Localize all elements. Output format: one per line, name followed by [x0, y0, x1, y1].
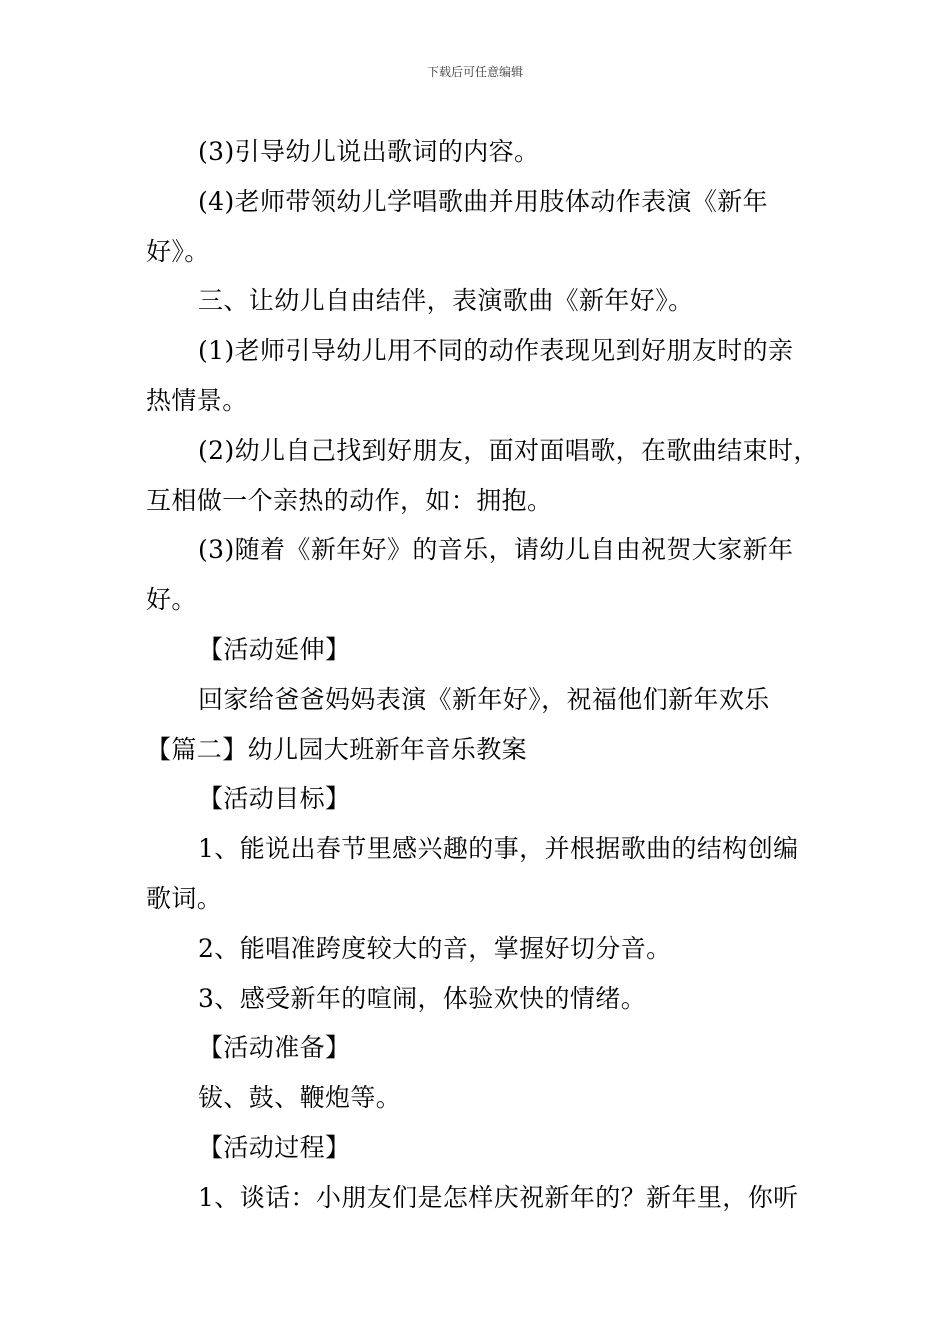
- text-line: 互相做一个亲热的动作，如：拥抱。: [146, 485, 553, 515]
- section-heading: 【活动准备】: [198, 1033, 351, 1063]
- text-line: 钹、鼓、鞭炮等。: [198, 1083, 402, 1113]
- text-line: (4)老师带领幼儿学唱歌曲并用肢体动作表演《新年: [198, 186, 769, 216]
- text-line: 三、让幼儿自由结伴，表演歌曲《新年好》。: [198, 286, 694, 316]
- document-body: [146, 127, 819, 1223]
- text-line: (3)引导幼儿说出歌词的内容。: [198, 137, 540, 166]
- text-line: 2、能唱准跨度较大的音，掌握好切分音。: [198, 933, 672, 963]
- text-line: 回家给爸爸妈妈表演《新年好》，祝福他们新年欢乐: [198, 684, 770, 714]
- text-line: (2)幼儿自己找到好朋友，面对面唱歌，在歌曲结束时，: [198, 435, 819, 465]
- text-line: (1)老师引导幼儿用不同的动作表现见到好朋友时的亲: [198, 336, 794, 366]
- text-line: 3、感受新年的喧闹，体验欢快的情绪。: [198, 983, 647, 1013]
- text-line: (3)随着《新年好》的音乐，请幼儿自由祝贺大家新年: [198, 535, 794, 565]
- page-header: 下载后可任意编辑: [426, 65, 523, 79]
- text-line: 好》。: [146, 236, 210, 266]
- section-heading: 【活动过程】: [198, 1132, 351, 1162]
- section-heading: 【活动目标】: [198, 784, 351, 814]
- text-line: 歌词。: [146, 883, 223, 913]
- text-line: 1、谈话：小朋友们是怎样庆祝新年的？新年里，你听: [198, 1182, 799, 1212]
- text-line: 1、能说出春节里感兴趣的事，并根据歌曲的结构创编: [198, 834, 799, 864]
- chapter-heading: 【篇二】幼儿园大班新年音乐教案: [146, 734, 528, 764]
- section-heading: 【活动延伸】: [198, 634, 351, 664]
- text-line: 好。: [146, 585, 197, 615]
- text-line: 热情景。: [146, 385, 248, 415]
